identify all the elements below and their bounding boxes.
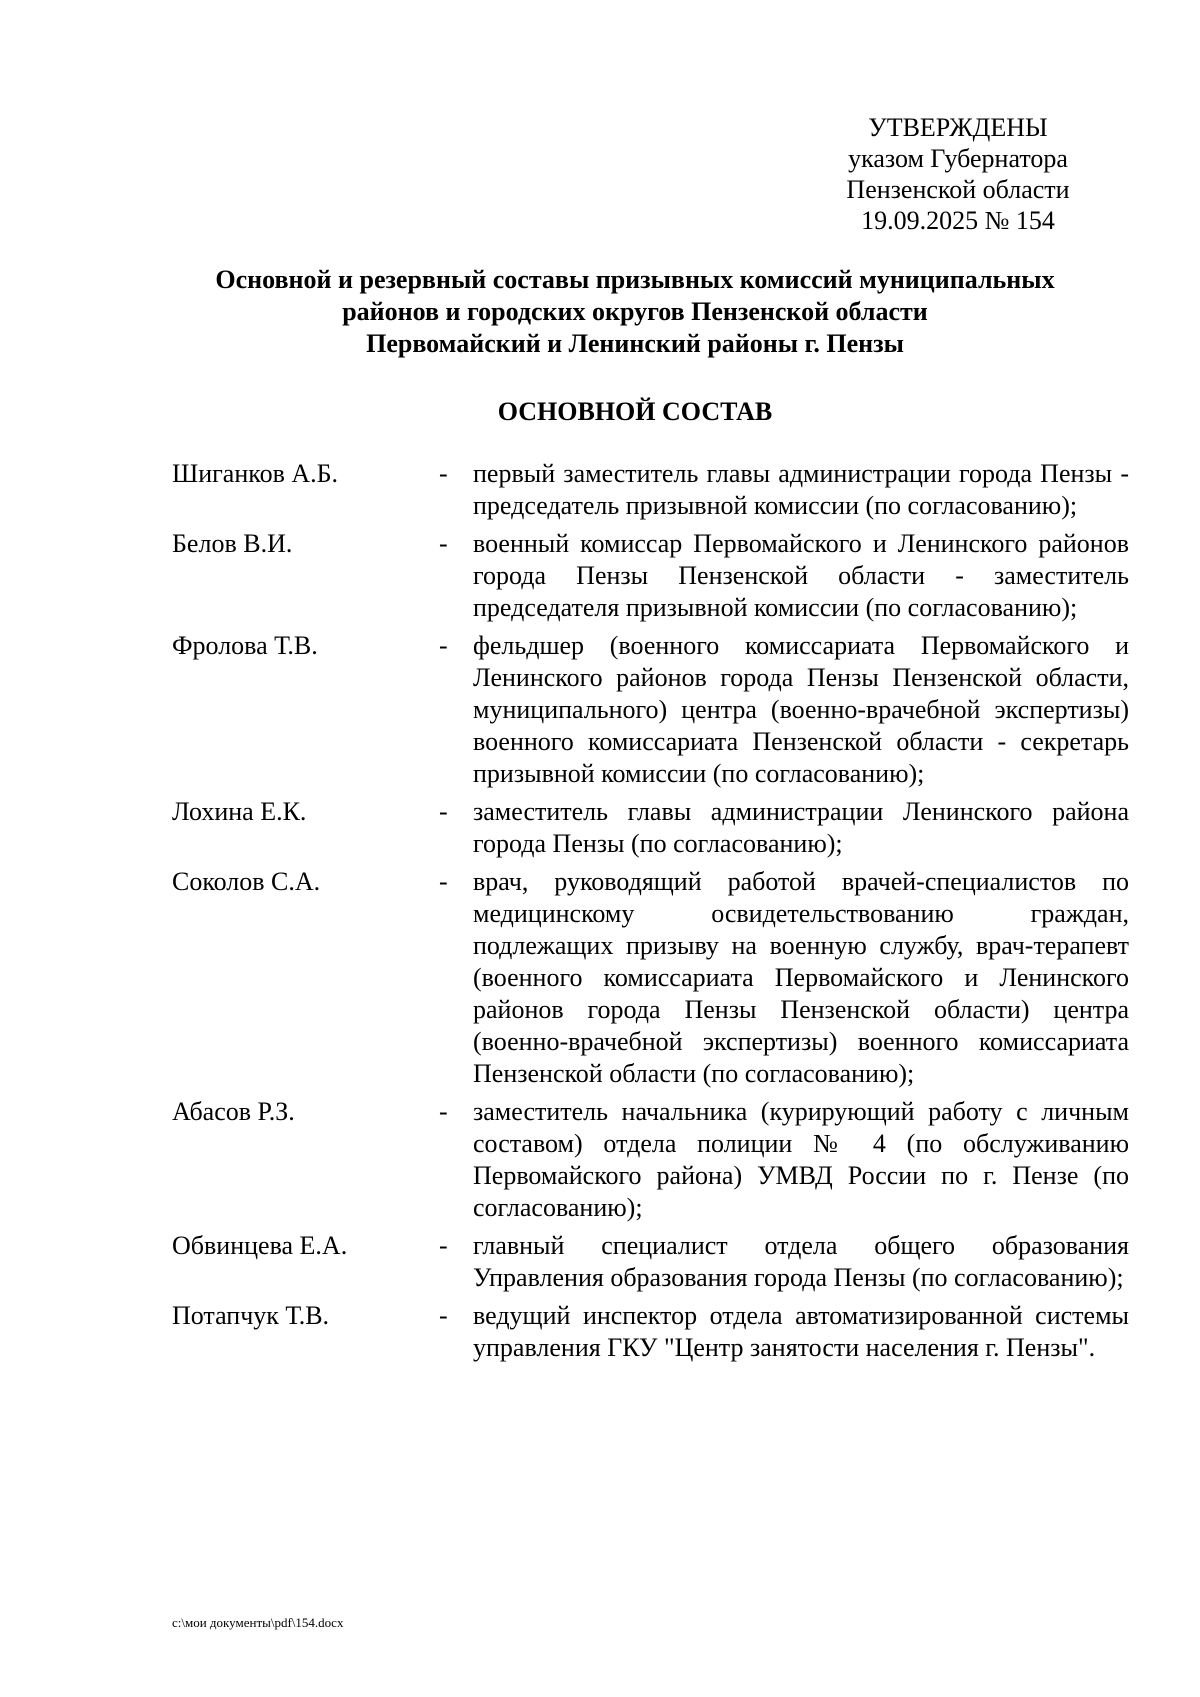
member-dash: - bbox=[439, 529, 448, 558]
member-row bbox=[172, 1300, 1137, 1364]
heading-line-3: Первомайский и Ленинский районы г. Пензы bbox=[366, 329, 904, 358]
member-row bbox=[172, 528, 1137, 624]
member-row bbox=[172, 458, 1137, 522]
approval-line-1: УТВЕРЖДЕНЫ bbox=[868, 113, 1048, 142]
footer-file-path: c:\мои документы\pdf\154.docx bbox=[172, 1615, 344, 1630]
section-title: ОСНОВНОЙ СОСТАВ bbox=[497, 397, 773, 426]
member-row bbox=[172, 1096, 1137, 1224]
member-dash: - bbox=[439, 867, 448, 896]
member-role: заместитель начальника (курирующий работу с личным составом) отдела полиции № 4 (по обслуживанию Первомайского района) УМВД России по г. Пензе (по согласованию); bbox=[473, 1097, 1129, 1222]
member-name: Соколов С.А. bbox=[172, 867, 321, 896]
approval-stamp bbox=[832, 112, 1084, 236]
member-name: Лохина Е.К. bbox=[172, 797, 307, 826]
member-name: Потапчук Т.В. bbox=[172, 1301, 330, 1330]
member-name: Абасов Р.З. bbox=[172, 1097, 295, 1126]
member-dash: - bbox=[439, 1097, 448, 1126]
member-role: первый заместитель главы администрации города Пензы - председатель призывной комиссии (по согласованию); bbox=[473, 459, 1129, 520]
member-row bbox=[172, 866, 1137, 1090]
member-name: Фролова Т.В. bbox=[172, 631, 318, 660]
member-role: военный комиссар Первомайского и Ленинского районов города Пензы Пензенской области - заместитель председателя призывной комиссии (по согласованию); bbox=[473, 529, 1129, 622]
member-name: Белов В.И. bbox=[172, 529, 293, 558]
member-row bbox=[172, 796, 1137, 860]
approval-date-number: 19.09.2025 № 154 bbox=[861, 206, 1055, 235]
member-row bbox=[172, 630, 1137, 790]
member-dash: - bbox=[439, 1301, 448, 1330]
member-role: ведущий инспектор отдела автоматизированной системы управления ГКУ "Центр занятости населения г. Пензы". bbox=[473, 1301, 1129, 1362]
member-dash: - bbox=[439, 797, 448, 826]
member-role: заместитель главы администрации Ленинского района города Пензы (по согласованию); bbox=[473, 797, 1129, 858]
heading-line-1: Основной и резервный составы призывных комиссий муниципальных bbox=[215, 265, 1055, 294]
approval-line-2: указом Губернатора bbox=[848, 144, 1068, 173]
member-dash: - bbox=[439, 1231, 448, 1260]
member-name: Обвинцева Е.А. bbox=[172, 1231, 348, 1260]
members-list bbox=[172, 458, 1137, 1370]
member-row bbox=[172, 1230, 1137, 1294]
heading-line-2: районов и городских округов Пензенской области bbox=[342, 297, 928, 326]
member-dash: - bbox=[439, 459, 448, 488]
approval-line-3: Пензенской области bbox=[846, 175, 1070, 204]
member-role: врач, руководящий работой врачей-специалистов по медицинскому освидетельствованию граждан, подлежащих призыву на военную службу, врач-терапевт (военного комиссариата Первомайского и Ленинского районов города Пензы Пензенской области) центра (военно-врачебной экспертизы) военного комиссариата Пензенской области (по согласованию); bbox=[473, 867, 1129, 1088]
member-role: главный специалист отдела общего образования Управления образования города Пензы (по согласованию); bbox=[473, 1231, 1129, 1292]
member-dash: - bbox=[439, 631, 448, 660]
document-heading bbox=[150, 264, 1120, 360]
member-role: фельдшер (военного комиссариата Первомайского и Ленинского районов города Пензы Пензенской области, муниципального) центра (военно-врачебной экспертизы) военного комиссариата Пензенской области - секретарь призывной комиссии (по согласованию); bbox=[473, 631, 1129, 788]
member-name: Шиганков А.Б. bbox=[172, 459, 339, 488]
